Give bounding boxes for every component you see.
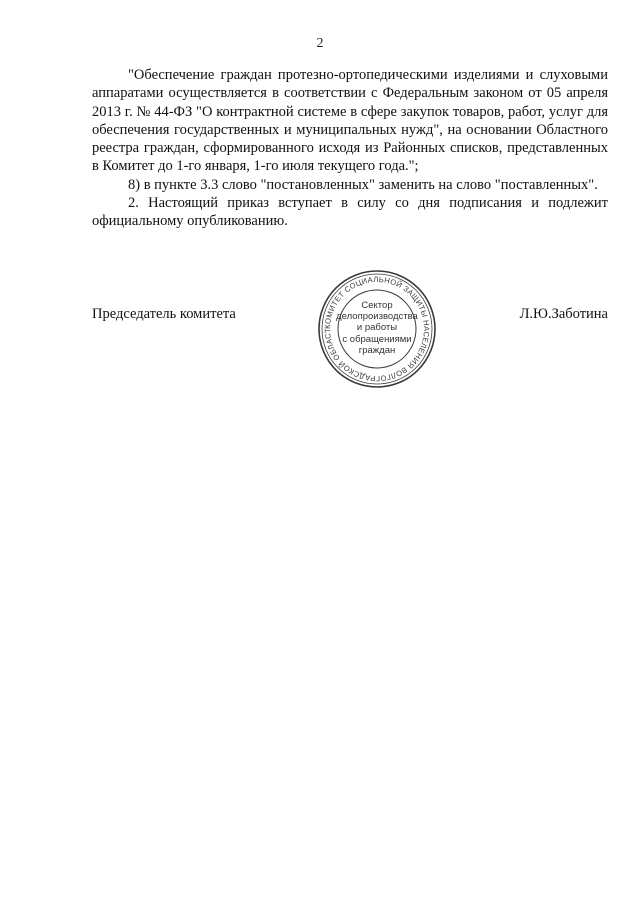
signer-name: Л.Ю.Заботина [519, 306, 608, 322]
document-body [92, 66, 608, 231]
stamp-line: делопроизводства [336, 311, 418, 323]
page-number: 2 [316, 36, 324, 51]
paragraph-item-8: 8) в пункте 3.3 слово "постановленных" заменить на слово "поставленных". [128, 176, 598, 193]
paragraph-item-2: 2. Настоящий приказ вступает в силу со дня подписания и подлежит официальному опубликованию. [92, 195, 608, 230]
stamp-line: граждан [358, 344, 396, 356]
official-stamp [316, 268, 438, 390]
paragraph-quote: "Обеспечение граждан протезно-ортопедическими изделиями и слуховыми аппаратами осуществляется в соответствии с Федеральным законом от 05 апреля 2013 г. № 44-ФЗ "О контрактной системе в сфере закупок товаров, работ, услуг для обеспечения государственных и муниципальных нужд", на основании Областного реестра граждан, сформированного исходя из Районных списков, представленных в Комитет до 1-го января, 1-го июля текущего года."; [92, 67, 608, 175]
stamp-ring-text: КОМИТЕТ СОЦИАЛЬНОЙ ЗАЩИТЫ НАСЕЛЕНИЯ ВОЛГОГРАДСКОЙ ОБЛАСТ [322, 274, 432, 384]
stamp-center-text [316, 300, 438, 356]
stamp-line: и работы [356, 322, 398, 334]
stamp-line: Сектор [361, 300, 393, 311]
signer-title: Председатель комитета [92, 306, 236, 322]
stamp-line: с обращениями [342, 333, 412, 345]
